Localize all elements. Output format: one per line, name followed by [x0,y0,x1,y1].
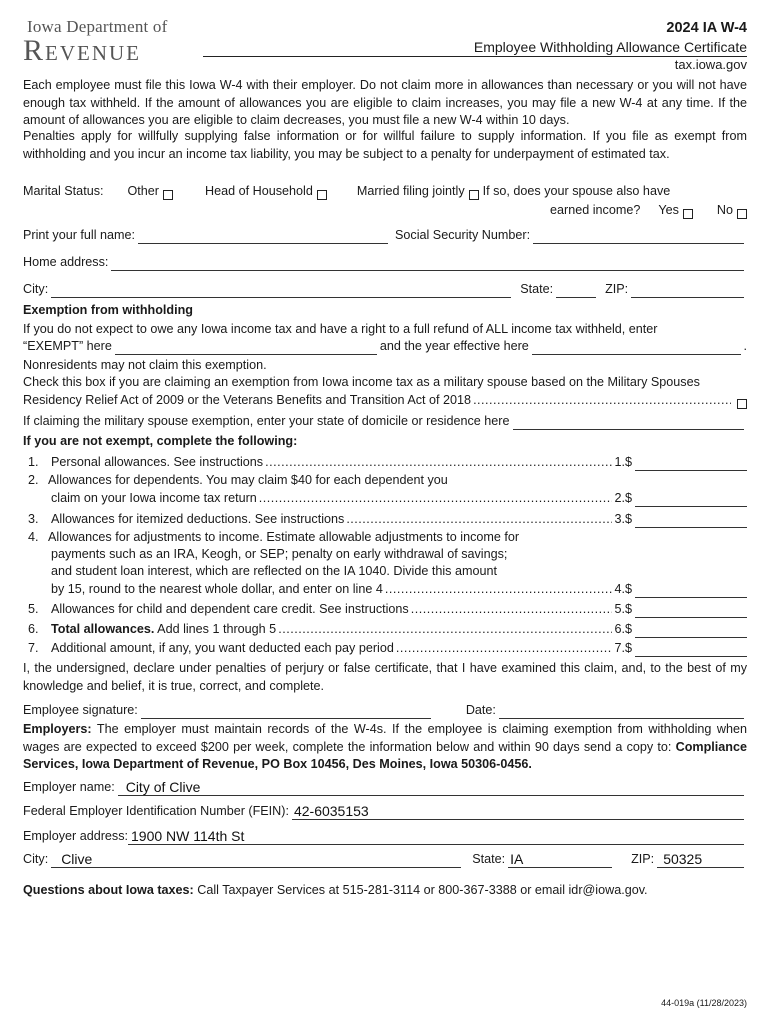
employer-city-field[interactable] [51,851,461,868]
domicile-field[interactable] [513,416,745,430]
allowance-line-7 [23,639,747,657]
header-titles [474,18,747,56]
line-text: Personal allowances. See instructions [51,454,264,469]
date-field[interactable] [499,705,744,719]
employer-city-row [23,850,747,868]
exemption-text-line1: If you do not expect to owe any Iowa income tax and have a right to a full refund of ALL income tax withheld, enter [23,322,658,336]
line-ref: 5.$ [614,601,632,616]
spouse-income-row [23,201,747,219]
line-ref: 6.$ [614,621,632,636]
line-1-amount-field[interactable] [635,457,747,471]
form-code: 44-019a (11/28/2023) [661,998,747,1008]
line-text: Allowances for adjustments to income. Estimate allowable adjustments to income for [48,530,520,544]
allowance-line-2-top [28,472,752,490]
nonresidents-note: Nonresidents may not claim this exemption. [23,358,267,372]
line-number: 3. [28,511,39,526]
year-effective-label: and the year effective here [379,338,529,353]
line-3-amount-field[interactable] [635,514,747,528]
signature-row [23,701,747,719]
leader-dots [278,621,612,639]
employer-state-field[interactable] [508,851,612,868]
zip-label: ZIP: [605,281,629,296]
exempt-entry-row: “EXEMPT” here and the year effective here . [23,337,747,355]
employer-name-value: City of Clive [125,779,201,795]
signature-label: Employee signature: [23,702,138,717]
line-7-amount-field[interactable] [635,643,747,657]
employer-address-label: Employer address: [23,828,128,843]
exemption-heading: Exemption from withholding [23,303,194,317]
marital-hoh-checkbox[interactable] [317,190,327,200]
employer-name-row [23,778,747,796]
city-state-zip-row [23,280,747,298]
allowance-line-4-cont1: payments such as an IRA, Keogh, or SEP; penalty on early withdrawal of savings; [51,547,508,561]
line-ref: 2.$ [614,490,632,505]
line-text: Allowances for child and dependent care credit. See instructions [51,601,409,616]
fein-field[interactable] [292,803,744,820]
line-text: Additional amount, if any, you want deducted each pay period [51,640,394,655]
allowance-line-3 [23,510,747,528]
leader-dots [346,511,612,529]
marital-status-row [23,182,747,200]
employer-zip-label: ZIP: [631,851,655,866]
employer-address-value: 1900 NW 114th St [131,828,245,844]
allowance-line-6 [23,620,747,638]
line-text: Allowances for dependents. You may claim $40 for each dependent you [48,473,448,487]
signature-field[interactable] [141,705,431,719]
allowance-line-2 [23,489,747,507]
spouse-no-checkbox[interactable] [737,209,747,219]
fein-value: 42-6035153 [293,803,369,819]
questions-line [23,882,747,900]
allowances-heading: If you are not exempt, complete the following: [23,434,298,448]
state-label: State: [520,281,554,296]
military-text-line2: Residency Relief Act of 2009 or the Veterans Benefits and Transition Act of 2018 [23,392,472,407]
employer-state-value: IA [510,851,524,867]
domicile-label: If claiming the military spouse exemption, enter your state of domicile or residence here [23,413,510,428]
allowance-line-1 [23,453,747,471]
line-ref: 7.$ [614,640,632,655]
ssn-field[interactable] [533,230,744,244]
line-text-cont: by 15, round to the nearest whole dollar, and enter on line 4 [51,581,383,596]
allowance-line-5 [23,600,747,618]
exempt-field[interactable] [115,341,377,355]
marital-other-label: Other [127,183,159,198]
allowance-line-4 [23,580,747,598]
employers-paragraph [23,721,747,774]
spouse-yes-label: Yes [658,202,679,217]
employer-state-label: State: [472,851,506,866]
logo-main-text: Revenue [23,34,141,67]
employer-name-field[interactable] [118,779,744,796]
date-label: Date: [465,702,496,717]
questions-text: Call Taxpayer Services at 515-281-3114 or 800-367-3388 or email idr@iowa.gov. [193,883,648,897]
form-title: 2024 IA W-4 [666,20,747,36]
iowa-revenue-logo [23,18,193,66]
line-number: 1. [28,454,39,469]
full-name-field[interactable] [138,230,388,244]
leader-dots [411,601,613,619]
line-text: Allowances for itemized deductions. See instructions [51,511,345,526]
header-rule [203,56,747,57]
form-subtitle: Employee Withholding Allowance Certificate [473,39,747,55]
city-label: City: [23,281,49,296]
line-ref: 1.$ [614,454,632,469]
leader-dots [473,392,731,410]
compliance-address: Compliance Services, Iowa Department of Revenue, PO Box 10456, Des Moines, Iowa 50306-0456. [23,739,747,771]
leader-dots [265,454,612,472]
full-name-label: Print your full name: [23,227,135,242]
line-ref: 3.$ [614,511,632,526]
allowance-line-4-cont2: and student loan interest, which are reflected on the IA 1040. Divide this amount [51,564,497,578]
spouse-question-line1: If so, does your spouse also have [482,183,671,198]
fein-row [23,802,747,820]
employer-address-field[interactable] [128,828,744,845]
marital-status-label: Marital Status: [23,183,104,198]
military-spouse-checkbox[interactable] [737,399,747,409]
spouse-yes-checkbox[interactable] [683,209,693,219]
questions-lead: Questions about Iowa taxes: [23,883,194,897]
employer-name-label: Employer name: [23,779,115,794]
zip-field[interactable] [631,284,744,298]
employers-lead: Employers: [23,722,92,736]
fein-label: Federal Employer Identification Number (FEIN): [23,803,289,818]
state-field[interactable] [556,284,596,298]
employer-zip-value: 50325 [663,851,703,867]
line-4-amount-field[interactable] [635,584,747,598]
intro-paragraph-2: Penalties apply for willfully supplying false information or for willful failure to supply information. If you file as exempt from withholding and you incur an income tax liability, you may be subject to a penalty for underpayment of estimated tax. [23,129,747,161]
military-checkbox-row [23,391,747,409]
declaration-text: I, the undersigned, declare under penalties of perjury or false certificate, that I have examined this claim, and, to the best of my knowledge and belief, it is true, correct, and complete. [23,661,747,693]
military-text-line1: Check this box if you are claiming an exemption from Iowa income tax as a military spouse based on the Military Spouses [23,375,700,389]
leader-dots [259,490,613,508]
spouse-no-label: No [716,202,733,217]
leader-dots [396,640,613,658]
intro-paragraph-1: Each employee must file this Iowa W-4 with their employer. Do not claim more in allowances than necessary or you will not have enough tax withheld. If the amount of allowances you are eligible to claim increases, you may file a new W-4 at any time. If the amount of allowances you are eligible to claim decreases, you must file a new W-4 within 10 days. [23,78,747,127]
city-field[interactable] [51,284,511,298]
line-number: 2. [28,473,39,487]
ssn-label: Social Security Number: [395,227,531,242]
line-text-cont: claim on your Iowa income tax return [51,490,257,505]
line-number: 7. [28,640,39,655]
spouse-question-line2: earned income? [550,202,641,217]
line-6-amount-field[interactable] [635,624,747,638]
home-address-label: Home address: [23,254,109,269]
marital-mfj-label: Married filing jointly [356,183,465,198]
home-address-field[interactable] [111,257,744,271]
line-2-amount-field[interactable] [635,493,747,507]
leader-dots [385,581,613,599]
line-5-amount-field[interactable] [635,604,747,618]
employer-zip-field[interactable] [657,851,744,868]
line-text: Add lines 1 through 5 [154,621,277,636]
name-ssn-row [23,226,747,244]
employer-city-value: Clive [61,851,93,867]
line-number: 4. [28,530,39,544]
employers-text: The employer must maintain records of the W-4s. If the employee is claiming exemption from withholding when wages are expected to exceed $200 per week, complete the information below and within 90 days send a copy to: [23,722,747,754]
line-number: 5. [28,601,39,616]
home-address-row [23,253,747,271]
employer-city-label: City: [23,851,49,866]
year-effective-field[interactable] [532,341,741,355]
employer-address-row [23,827,747,845]
line-number: 6. [28,621,39,636]
header-url: tax.iowa.gov [674,57,747,72]
line-ref: 4.$ [614,581,632,596]
logo-top-text: Iowa Department of [27,17,168,36]
marital-mfj-checkbox[interactable] [469,190,479,200]
allowance-line-4-top [28,529,752,547]
marital-hoh-label: Head of Household [205,183,313,198]
form-page [23,0,747,1024]
domicile-row [23,412,747,430]
marital-other-checkbox[interactable] [163,190,173,200]
line-text-bold: Total allowances. [51,621,155,636]
exempt-here-label: “EXEMPT” here [23,338,112,353]
